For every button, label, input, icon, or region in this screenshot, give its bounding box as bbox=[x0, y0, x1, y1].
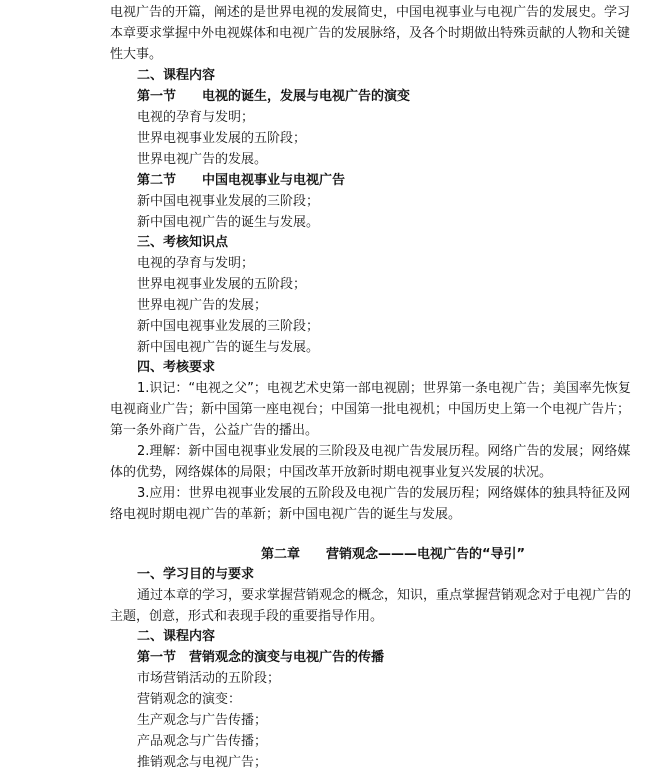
subsection-title: 中国电视事业与电视广告 bbox=[202, 173, 346, 188]
intro-line-2: 本章要求掌握中外电视媒体和电视广告的发展脉络，及各个时期做出特殊贡献的人物和关键 bbox=[110, 26, 631, 41]
section-heading-course-content-2: 二、课程内容 bbox=[137, 629, 216, 644]
subsection-heading-3 bbox=[137, 649, 384, 667]
requirement-3-line-2: 络电视时期电视广告的革新；新中国电视广告的诞生与发展。 bbox=[110, 507, 462, 522]
chapter-label: 第二章 bbox=[261, 547, 301, 562]
subsection-heading-2 bbox=[137, 172, 345, 190]
list-item: 世界电视广告的发展； bbox=[137, 298, 268, 313]
subsection-title: 营销观念的演变与电视广告的传播 bbox=[189, 650, 385, 665]
requirement-2-line-2: 体的优势，网络媒体的局限；中国改革开放新时期电视事业复兴发展的状况。 bbox=[110, 465, 553, 480]
subsection-label: 第二节 bbox=[137, 173, 177, 188]
learning-goals-line-1: 通过本章的学习，要求掌握营销观念的概念，知识，重点掌握营销观念对于电视广告的 bbox=[137, 588, 632, 603]
section-heading-knowledge-points: 三、考核知识点 bbox=[137, 235, 229, 250]
list-item: 新中国电视事业发展的三阶段； bbox=[137, 194, 320, 209]
list-item: 新中国电视事业发展的三阶段； bbox=[137, 319, 320, 334]
learning-goals-line-2: 主题，创意，形式和表现手段的重要指导作用。 bbox=[110, 609, 384, 624]
requirement-1-line-3: 第一条外商广告，公益广告的播出。 bbox=[110, 423, 319, 438]
section-heading-course-content: 二、课程内容 bbox=[137, 68, 216, 83]
list-item: 新中国电视广告的诞生与发展。 bbox=[137, 340, 320, 355]
requirement-1-line-1: 1.识记：“电视之父”；电视艺术史第一部电视剧；世界第一条电视广告；美国率先恢复 bbox=[137, 381, 631, 396]
section-heading-requirements: 四、考核要求 bbox=[137, 360, 216, 375]
list-item: 推销观念与电视广告； bbox=[137, 755, 268, 770]
section-heading-learning-goals: 一、学习目的与要求 bbox=[137, 567, 255, 582]
list-item: 世界电视事业发展的五阶段； bbox=[137, 131, 307, 146]
requirement-2-line-1: 2.理解：新中国电视事业发展的三阶段及电视广告发展历程。网络广告的发展；网络媒 bbox=[137, 444, 631, 459]
intro-line-3: 性大事。 bbox=[110, 47, 163, 62]
list-item: 电视的孕育与发明； bbox=[137, 256, 255, 271]
subsection-label: 第一节 bbox=[137, 89, 177, 104]
list-item: 新中国电视广告的诞生与发展。 bbox=[137, 215, 320, 230]
requirement-1-line-2: 电视商业广告；新中国第一座电视台；中国第一批电视机；中国历史上第一个电视广告片； bbox=[110, 402, 631, 417]
subsection-title: 电视的诞生，发展与电视广告的演变 bbox=[202, 89, 411, 104]
list-item: 生产观念与广告传播； bbox=[137, 713, 268, 728]
chapter-title: 营销观念———电视广告的“导引” bbox=[326, 547, 526, 562]
list-item: 世界电视广告的发展。 bbox=[137, 152, 268, 167]
list-item: 市场营销活动的五阶段； bbox=[137, 671, 281, 686]
list-item: 电视的孕育与发明； bbox=[137, 110, 255, 125]
subsection-heading-1 bbox=[137, 88, 410, 106]
list-item: 产品观念与广告传播； bbox=[137, 734, 268, 749]
chapter-heading bbox=[261, 546, 525, 564]
intro-line-1: 电视广告的开篇，阐述的是世界电视的发展简史，中国电视事业与电视广告的发展史。学习 bbox=[110, 5, 631, 20]
list-item: 世界电视事业发展的五阶段； bbox=[137, 277, 307, 292]
subsection-label: 第一节 bbox=[137, 650, 177, 665]
list-item: 营销观念的演变： bbox=[137, 692, 242, 707]
requirement-3-line-1: 3.应用：世界电视事业发展的五阶段及电视广告的发展历程；网络媒体的独具特征及网 bbox=[137, 486, 631, 501]
